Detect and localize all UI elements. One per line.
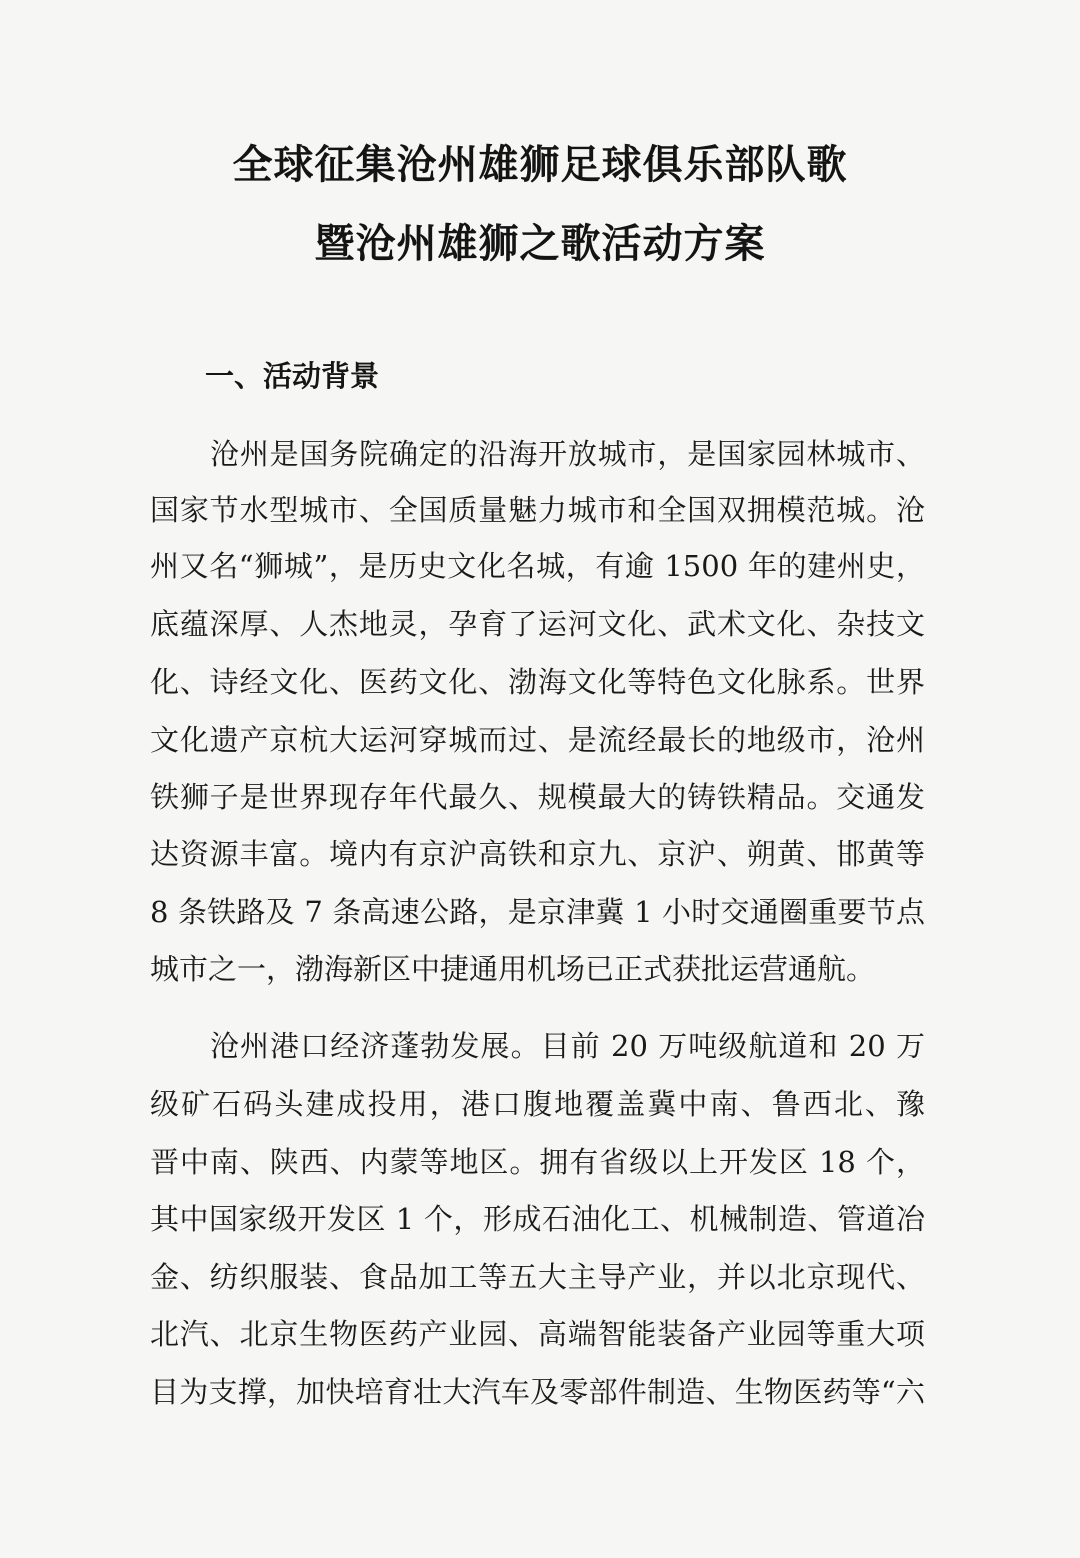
paragraph-line: 铁狮子是世界现存年代最久、规模最大的铸铁精品。交通发 (150, 780, 925, 814)
document-title-line-1: 全球征集沧州雄狮足球俱乐部队歌 (232, 142, 848, 188)
paragraph-line: 文化遗产京杭大运河穿城而过、是流经最长的地级市，沧州 (150, 723, 925, 757)
section-heading-background: 一、活动背景 (205, 359, 380, 393)
paragraph-line: 其中国家级开发区 1 个，形成石油化工、机械制造、管道冶 (150, 1202, 925, 1236)
paragraph-line: 沧州港口经济蓬勃发展。目前 20 万吨级航道和 20 万 (210, 1029, 925, 1063)
paragraph-line: 国家节水型城市、全国质量魅力城市和全国双拥模范城。沧 (150, 493, 925, 527)
paragraph-line: 金、纺织服装、食品加工等五大主导产业，并以北京现代、 (150, 1260, 925, 1294)
paragraph-line: 北汽、北京生物医药产业园、高端智能装备产业园等重大项 (150, 1317, 925, 1351)
paragraph-line: 8 条铁路及 7 条高速公路，是京津冀 1 小时交通圈重要节点 (150, 895, 925, 929)
paragraph-line: 沧州是国务院确定的沿海开放城市，是国家园林城市、 (210, 437, 925, 471)
paragraph-line: 达资源丰富。境内有京沪高铁和京九、京沪、朔黄、邯黄等 (150, 837, 925, 871)
document-title-line-2: 暨沧州雄狮之歌活动方案 (314, 221, 766, 267)
paragraph-line: 底蕴深厚、人杰地灵，孕育了运河文化、武术文化、杂技文 (150, 607, 925, 641)
paragraph-line: 级矿石码头建成投用，港口腹地覆盖冀中南、鲁西北、豫 (150, 1087, 925, 1121)
paragraph-line: 城市之一，渤海新区中捷通用机场已正式获批运营通航。 (150, 952, 876, 986)
paragraph-line: 州又名“狮城”，是历史文化名城，有逾 1500 年的建州史， (150, 549, 925, 583)
paragraph-line: 晋中南、陕西、内蒙等地区。拥有省级以上开发区 18 个， (150, 1145, 925, 1179)
paragraph-line: 目为支撑，加快培育壮大汽车及零部件制造、生物医药等“六 (150, 1375, 925, 1409)
paragraph-line: 化、诗经文化、医药文化、渤海文化等特色文化脉系。世界 (150, 665, 925, 699)
